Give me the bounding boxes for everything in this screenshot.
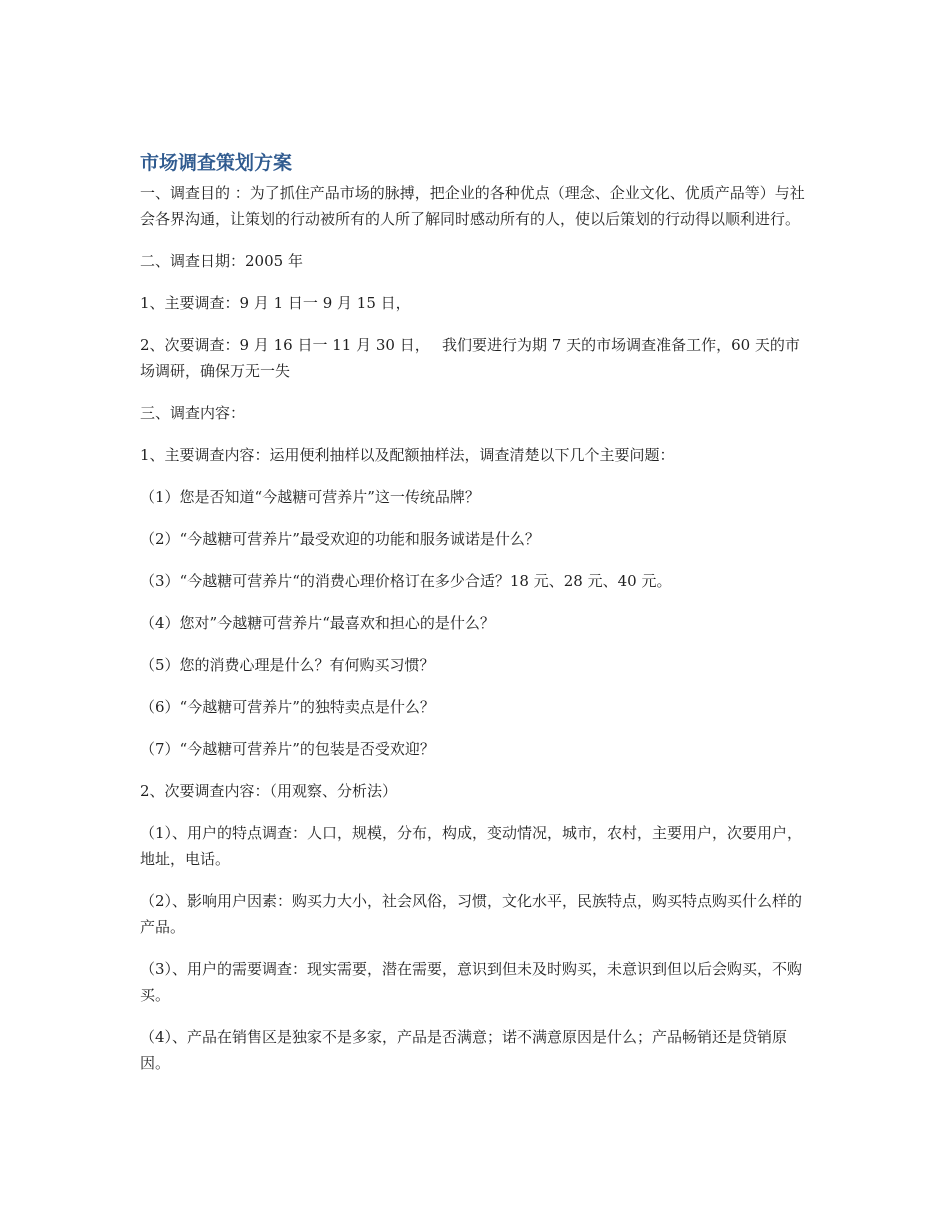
paragraph-primary-content: 1、主要调查内容：运用便利抽样以及配额抽样法，调查清楚以下几个主要问题： xyxy=(140,446,675,464)
paragraph-survey-date: 二、调查日期：2005 年 xyxy=(140,252,303,270)
document-title: 市场调查策划方案 xyxy=(140,152,293,174)
paragraph-primary-survey-period: 1、主要调查：9 月 1 日一 9 月 15 日， xyxy=(140,294,411,312)
question-item-1: （1）您是否知道“今越糖可营养片”这一传统品牌？ xyxy=(140,488,480,506)
question-item-4: （4）您对”今越糖可营养片“最喜欢和担心的是什么？ xyxy=(140,614,495,632)
paragraph-secondary-content: 2、次要调查内容：（用观察、分析法） xyxy=(140,782,398,800)
paragraph-survey-purpose: 一、调查目的 ：为了抓住产品市场的脉搏，把企业的各种优点（理念、企业文化、优质产品等）与社会各界沟通，让策划的行动被所有的人所了解同时感动所有的人，使以后策划的行动得以顺利进行。 xyxy=(140,184,805,228)
question-item-3: （3）“今越糖可营养片“的消费心理价格订在多少合适？18 元、28 元、40 元。 xyxy=(140,572,672,590)
document-page xyxy=(140,148,812,1092)
question-item-2: （2）“今越糖可营养片”最受欢迎的功能和服务诚诺是什么？ xyxy=(140,530,540,548)
paragraph-survey-content-heading: 三、调查内容： xyxy=(140,404,246,422)
secondary-item-3: （3）、用户的需要调查：现实需要，潜在需要，意识到但未及时购买，未意识到但以后会购买，不购买。 xyxy=(140,960,803,1004)
secondary-item-1: （1）、用户的特点调查：人口，规模，分布，构成，变动情况，城市，农村，主要用户，次要用户，地址，电话。 xyxy=(140,824,803,868)
question-item-5: （5）您的消费心理是什么？有何购买习惯？ xyxy=(140,656,435,674)
question-item-6: （6）“今越糖可营养片”的独特卖点是什么？ xyxy=(140,698,435,716)
paragraph-secondary-survey-period: 2、次要调查：9 月 16 日一 11 月 30 日， 我们要进行为期 7 天的市场调查准备工作，60 天的市场调研，确保万无一失 xyxy=(140,336,800,380)
secondary-item-2: （2）、影响用户因素：购买力大小，社会风俗，习惯，文化水平，民族特点，购买特点购买什么样的产品。 xyxy=(140,892,803,936)
secondary-item-4: （4）、产品在销售区是独家不是多家，产品是否满意；诺不满意原因是什么；产品畅销还是贷销原因。 xyxy=(140,1028,788,1072)
question-item-7: （7）“今越糖可营养片”的包装是否受欢迎？ xyxy=(140,740,435,758)
